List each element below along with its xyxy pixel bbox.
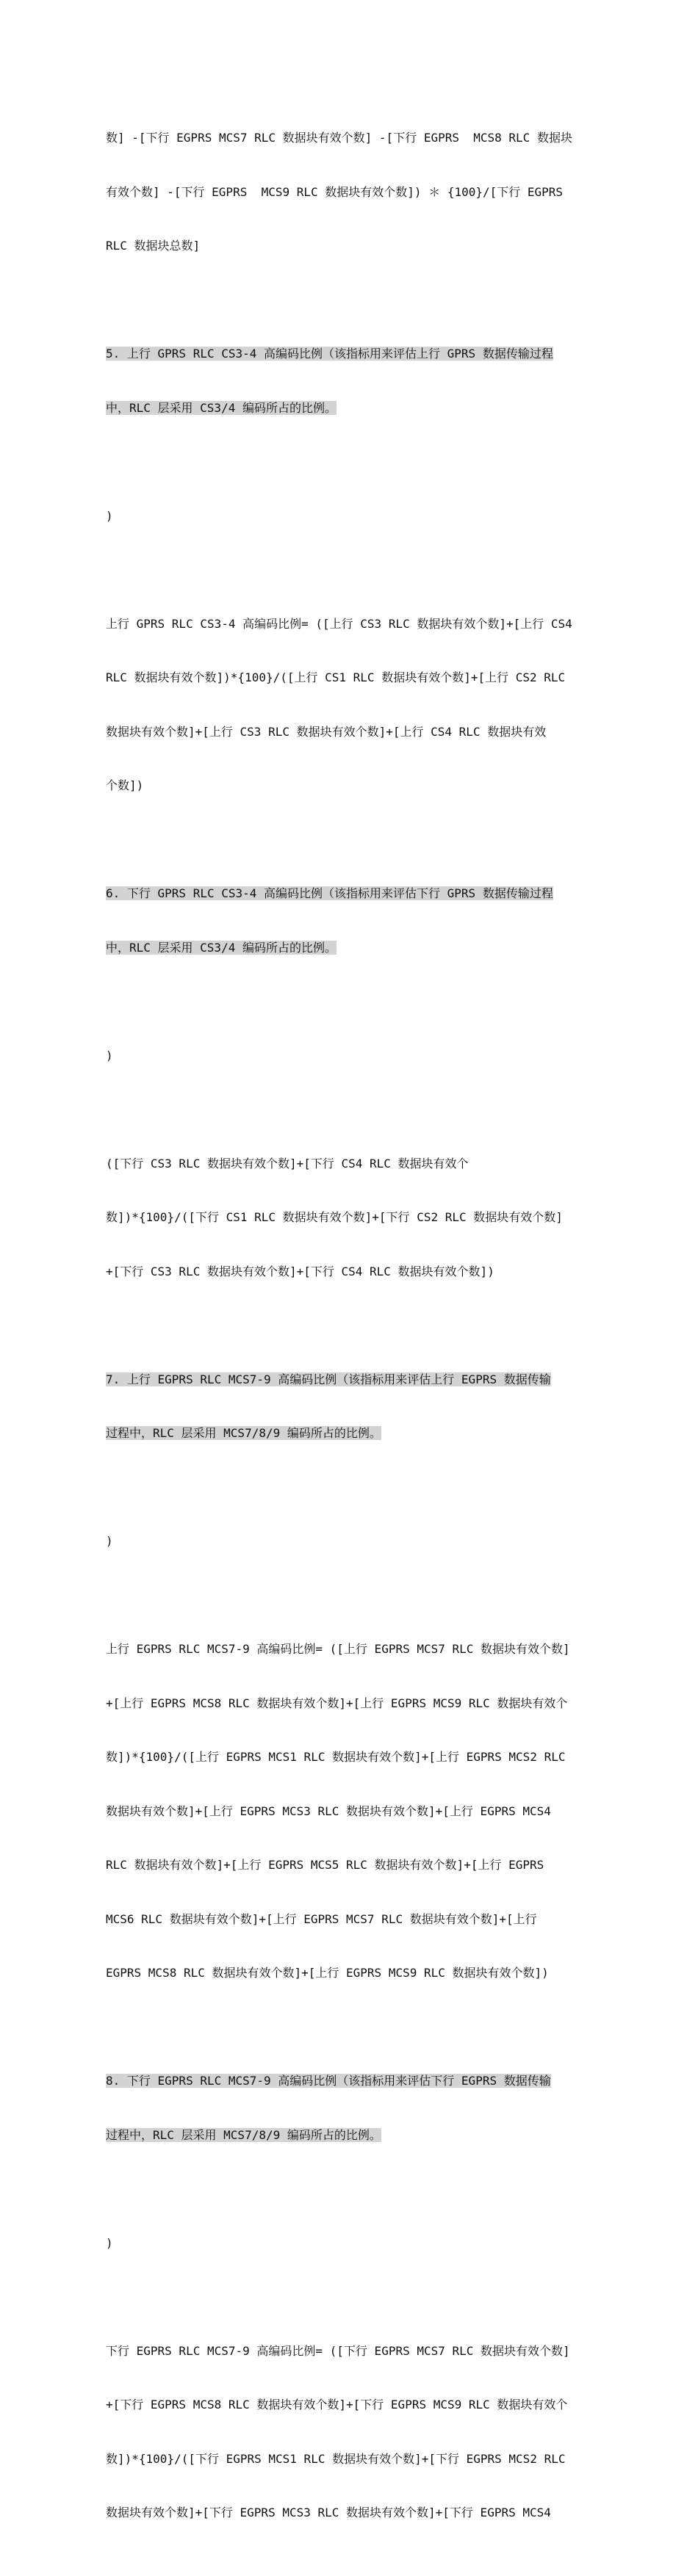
- text-line: ): [106, 1048, 113, 1063]
- closing-paren: [106, 1011, 594, 1101]
- heading-line: 8. 下行 EGPRS RLC MCS7-9 高编码比例（该指标用来评估下行 EGPRS 数据传输: [106, 2074, 551, 2088]
- text-line: RLC 数据块有效个数]+[上行 EGPRS MCS5 RLC 数据块有效个数]+[上行 EGPRS: [106, 1858, 544, 1872]
- heading-line: 6. 下行 GPRS RLC CS3-4 高编码比例（该指标用来评估下行 GPRS 数据传输过程: [106, 886, 553, 900]
- text-line: +[下行 EGPRS MCS8 RLC 数据块有效个数]+[下行 EGPRS MCS9 RLC 数据块有效个: [106, 2398, 568, 2412]
- text-line: 数])*{100}/([下行 EGPRS MCS1 RLC 数据块有效个数]+[下行 EGPRS MCS2 RLC: [106, 2451, 566, 2466]
- text-line: ): [106, 508, 113, 523]
- heading-line: 过程中，RLC 层采用 MCS7/8/9 编码所占的比例。: [106, 1426, 381, 1440]
- text-line: 数据块有效个数]+[上行 EGPRS MCS3 RLC 数据块有效个数]+[上行 EGPRS MCS4: [106, 1803, 551, 1818]
- text-line: RLC 数据块有效个数])*{100}/([上行 CS1 RLC 数据块有效个数]+[上行 CS2 RLC: [106, 670, 566, 684]
- text-line: 数])*{100}/([下行 CS1 RLC 数据块有效个数]+[下行 CS2 RLC 数据块有效个数]: [106, 1210, 563, 1224]
- formula-paragraph: [106, 579, 594, 831]
- text-line: 数])*{100}/([上行 EGPRS MCS1 RLC 数据块有效个数]+[上行 EGPRS MCS2 RLC: [106, 1750, 566, 1764]
- text-line: 数据块有效个数]+[上行 CS3 RLC 数据块有效个数]+[上行 CS4 RLC 数据块有效: [106, 724, 547, 739]
- text-line: +[上行 EGPRS MCS8 RLC 数据块有效个数]+[上行 EGPRS MCS9 RLC 数据块有效个: [106, 1696, 568, 1710]
- text-line: 上行 EGPRS RLC MCS7-9 高编码比例= ([上行 EGPRS MCS7 RLC 数据块有效个数]: [106, 1642, 570, 1656]
- text-line: +[下行 CS3 RLC 数据块有效个数]+[下行 CS4 RLC 数据块有效个数]): [106, 1264, 494, 1278]
- heading-line: 过程中，RLC 层采用 MCS7/8/9 编码所占的比例。: [106, 2127, 381, 2142]
- formula-paragraph: [106, 1604, 594, 2019]
- text-line: 有效个数] -[下行 EGPRS MCS9 RLC 数据块有效个数]) ＊ {100}/[下行 EGPRS: [106, 184, 564, 199]
- heading-line: 中，RLC 层采用 CS3/4 编码所占的比例。: [106, 400, 337, 415]
- text-line: MCS6 RLC 数据块有效个数]+[上行 EGPRS MCS7 RLC 数据块有效个数]+[上行: [106, 1911, 537, 1926]
- document-body: [106, 93, 594, 2576]
- closing-paren: [106, 2199, 594, 2289]
- text-line: ([下行 CS3 RLC 数据块有效个数]+[下行 CS4 RLC 数据块有效个: [106, 1156, 469, 1171]
- text-line: 上行 GPRS RLC CS3-4 高编码比例= ([上行 CS3 RLC 数据块有效个数]+[上行 CS4: [106, 616, 572, 631]
- text-line: ): [106, 2235, 113, 2250]
- text-line: 下行 EGPRS RLC MCS7-9 高编码比例= ([下行 EGPRS MCS7 RLC 数据块有效个数]: [106, 2343, 570, 2358]
- closing-paren: [106, 471, 594, 562]
- closing-paren: [106, 1497, 594, 1587]
- heading-line: 7. 上行 EGPRS RLC MCS7-9 高编码比例（该指标用来评估上行 EGPRS 数据传输: [106, 1372, 551, 1386]
- text-line: RLC 数据块总数]: [106, 239, 201, 253]
- section-heading-5: [106, 309, 594, 453]
- text-line: 个数]): [106, 778, 144, 792]
- text-line: ): [106, 1534, 113, 1548]
- heading-line: 中，RLC 层采用 CS3/4 编码所占的比例。: [106, 940, 337, 955]
- section-heading-8: [106, 2036, 594, 2180]
- section-heading-6: [106, 849, 594, 993]
- formula-paragraph: [106, 2307, 594, 2558]
- text-line: 数据块有效个数]+[下行 EGPRS MCS3 RLC 数据块有效个数]+[下行 EGPRS MCS4: [106, 2506, 551, 2519]
- text-line: EGPRS MCS8 RLC 数据块有效个数]+[上行 EGPRS MCS9 RLC 数据块有效个数]): [106, 1966, 549, 1980]
- text-line: 数] -[下行 EGPRS MCS7 RLC 数据块有效个数] -[下行 EGPRS MCS8 RLC 数据块: [106, 131, 572, 145]
- heading-line: 5. 上行 GPRS RLC CS3-4 高编码比例（该指标用来评估上行 GPRS 数据传输过程: [106, 347, 553, 361]
- formula-paragraph: [106, 1119, 594, 1317]
- section-heading-7: [106, 1335, 594, 1479]
- formula-paragraph: [106, 93, 594, 292]
